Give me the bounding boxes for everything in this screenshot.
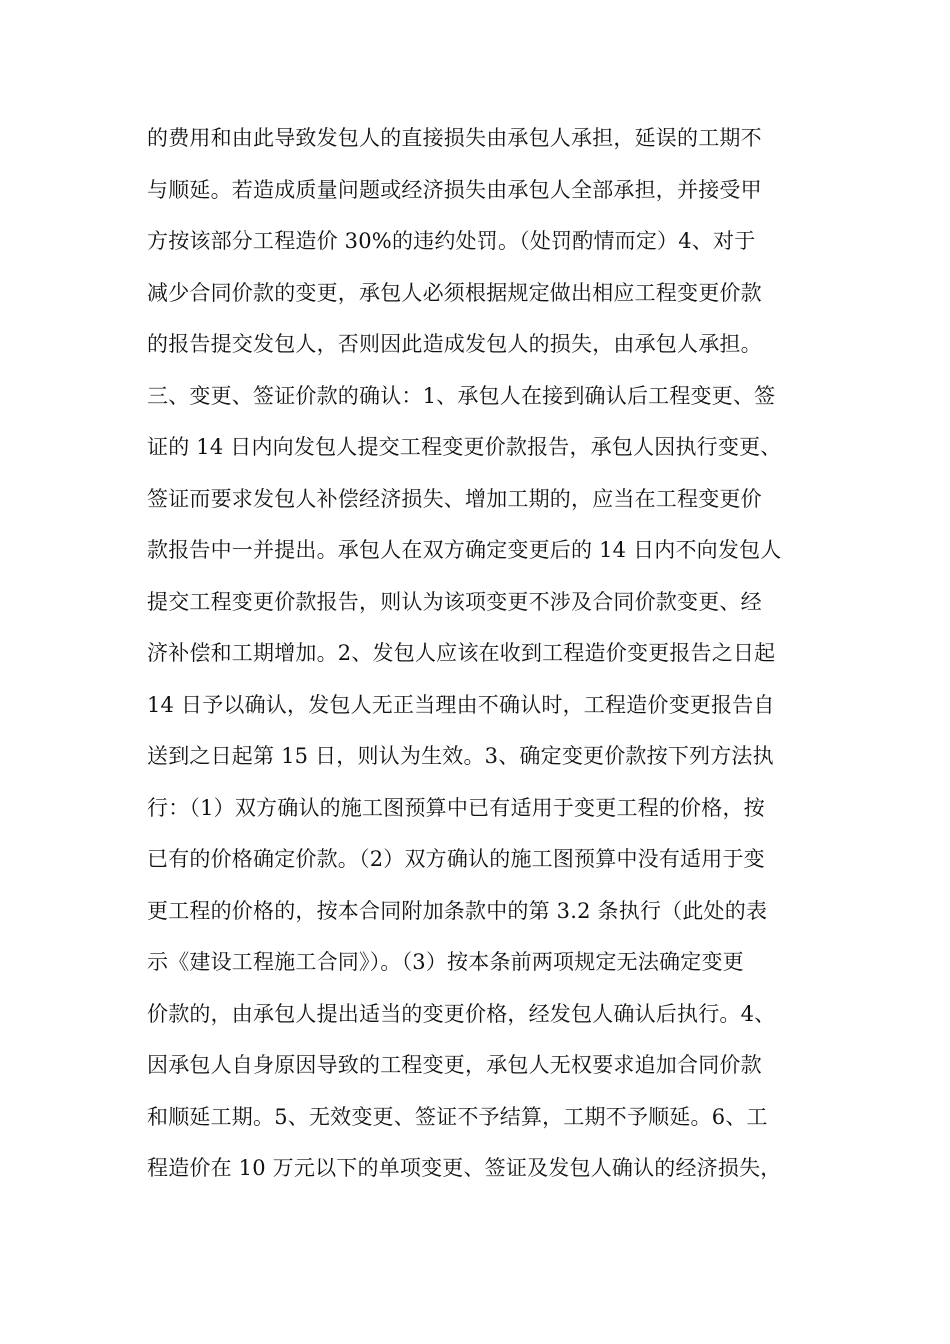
text-line: 因承包人自身原因导致的工程变更，承包人无权要求追加合同价款 xyxy=(147,1053,762,1077)
text-line: 和顺延工期。5、无效变更、签证不予结算，工期不予顺延。6、工 xyxy=(147,1104,768,1129)
text-line: 签证而要求发包人补偿经济损失、增加工期的，应当在工程变更价 xyxy=(147,486,762,511)
text-line: 14 日予以确认，发包人无正当理由不确认时，工程造价变更报告自 xyxy=(147,692,775,717)
text-line: 程造价在 10 万元以下的单项变更、签证及发包人确认的经济损失， xyxy=(147,1156,782,1180)
text-line: 款报告中一并提出。承包人在双方确定变更后的 14 日内不向发包人 xyxy=(147,538,782,562)
text-line: 减少合同价款的变更，承包人必须根据规定做出相应工程变更价款 xyxy=(147,280,762,305)
text-line: 已有的价格确定价款。（2）双方确认的施工图预算中没有适用于变 xyxy=(147,847,765,871)
text-line: 价款的，由承包人提出适当的变更价格，经发包人确认后执行。4、 xyxy=(147,1001,776,1026)
text-line: 示《建设工程施工合同》）。（3）按本条前两项规定无法确定变更 xyxy=(147,950,744,974)
text-line: 行：（1）双方确认的施工图预算中已有适用于变更工程的价格，按 xyxy=(147,795,765,820)
text-line: 的报告提交发包人，否则因此造成发包人的损失，由承包人承担。 xyxy=(147,332,762,356)
text-line: 与顺延。若造成质量问题或经济损失由承包人全部承担，并接受甲 xyxy=(147,177,762,202)
text-line: 三、变更、签证价款的确认：1、承包人在接到确认后工程变更、签 xyxy=(147,383,776,408)
text-line: 的费用和由此导致发包人的直接损失由承包人承担，延误的工期不 xyxy=(147,126,762,150)
text-line: 证的 14 日内向发包人提交工程变更价款报告，承包人因执行变更、 xyxy=(147,435,782,459)
text-line: 送到之日起第 15 日，则认为生效。3、确定变更价款按下列方法执 xyxy=(147,744,774,768)
text-line: 方按该部分工程造价 30%的违约处罚。（处罚酌情而定）4、对于 xyxy=(147,229,756,253)
body-text xyxy=(147,118,827,1200)
text-line: 更工程的价格的，按本合同附加条款中的第 3.2 条执行（此处的表 xyxy=(147,898,768,923)
text-line: 济补偿和工期增加。2、发包人应该在收到工程造价变更报告之日起 xyxy=(147,641,776,665)
text-line: 提交工程变更价款报告，则认为该项变更不涉及合同价款变更、经 xyxy=(147,589,762,614)
